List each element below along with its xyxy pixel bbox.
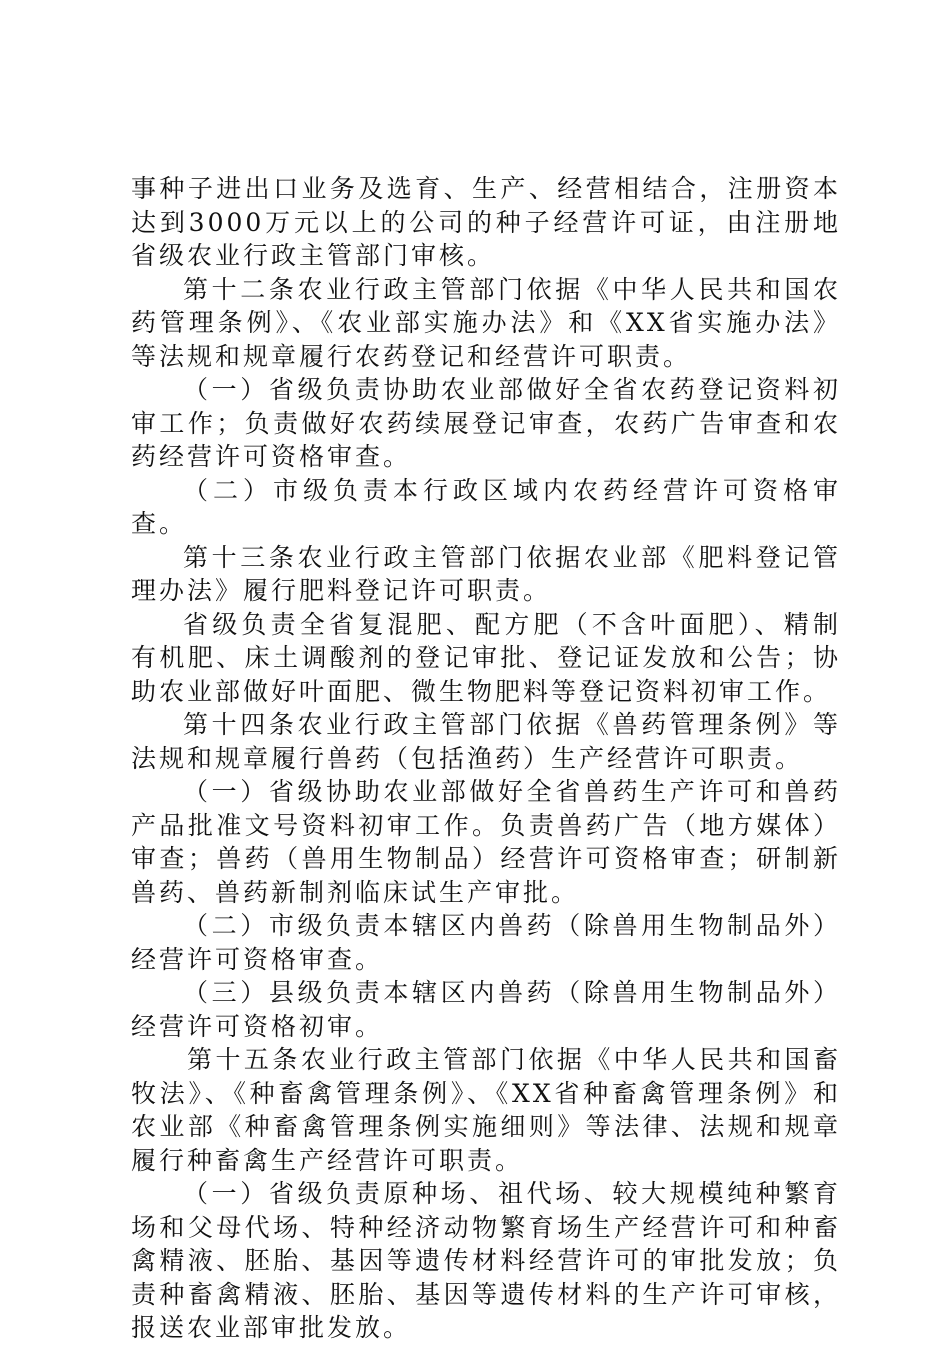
paragraph-article-14-item-2: （二）市级负责本辖区内兽药（除兽用生物制品外）经营许可资格审查。 xyxy=(131,911,841,974)
paragraph-article-12-item-1: （一）省级负责协助农业部做好全省农药登记资料初审工作；负责做好农药续展登记审查，农药广告审查和农药经营许可资格审查。 xyxy=(131,375,841,471)
paragraph-article-14: 第十四条农业行政主管部门依据《兽药管理条例》等法规和规章履行兽药（包括渔药）生产经营许可职责。 xyxy=(131,710,841,773)
paragraph-article-12-item-2: （二）市级负责本行政区域内农药经营许可资格审查。 xyxy=(131,475,841,538)
paragraph-article-14-item-3: （三）县级负责本辖区内兽药（除兽用生物制品外）经营许可资格初审。 xyxy=(131,978,841,1041)
paragraph-article-14-item-1: （一）省级协助农业部做好全省兽药生产许可和兽药产品批准文号资料初审工作。负责兽药广告（地方媒体）审查；兽药（兽用生物制品）经营许可资格审查；研制新兽药、兽药新制剂临床试生产审批。 xyxy=(131,777,841,907)
paragraph-article-15-item-1: （一）省级负责原种场、祖代场、较大规模纯种繁育场和父母代场、特种经济动物繁育场生产经营许可和种畜禽精液、胚胎、基因等遗传材料经营许可的审批发放；负责种畜禽精液、胚胎、基因等遗传材料的生产许可审核，报送农业部审批发放。 xyxy=(131,1179,841,1342)
paragraph-article-12: 第十二条农业行政主管部门依据《中华人民共和国农药管理条例》、《农业部实施办法》和《XX省实施办法》等法规和规章履行农药登记和经营许可职责。 xyxy=(131,274,841,371)
document-body xyxy=(131,172,841,1345)
paragraph-1: 事种子进出口业务及选育、生产、经营相结合，注册资本达到3000万元以上的公司的种子经营许可证，由注册地省级农业行政主管部门审核。 xyxy=(131,174,841,270)
paragraph-article-13-provincial: 省级负责全省复混肥、配方肥（不含叶面肥）、精制有机肥、床土调酸剂的登记审批、登记证发放和公告；协助农业部做好叶面肥、微生物肥料等登记资料初审工作。 xyxy=(131,609,841,706)
paragraph-article-13: 第十三条农业行政主管部门依据农业部《肥料登记管理办法》履行肥料登记许可职责。 xyxy=(131,542,841,605)
paragraph-article-15: 第十五条农业行政主管部门依据《中华人民共和国畜牧法》、《种畜禽管理条例》、《XX省种畜禽管理条例》和农业部《种畜禽管理条例实施细则》等法律、法规和规章履行种畜禽生产经营许可职责。 xyxy=(131,1045,841,1175)
